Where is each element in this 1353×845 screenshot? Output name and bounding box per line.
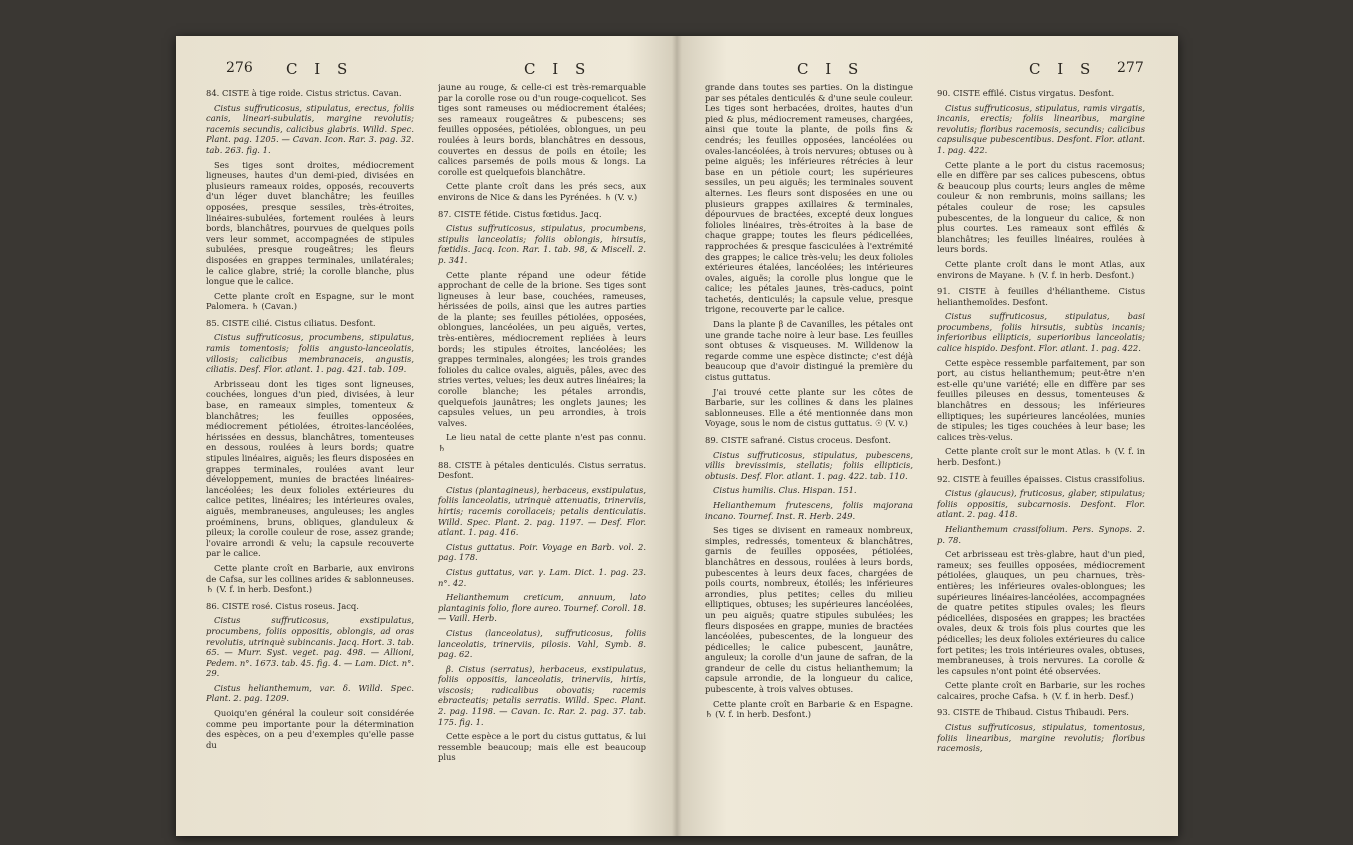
book-spread: [176, 36, 1178, 836]
paragraph: jaune au rouge, & celle-ci est très-remarquable par la corolle rose ou d'un rouge-coquelicot. Ses tiges sont rameuses ou médiocrement étalées; ses rameaux rougeâtres & pubescens; ses feuilles opposées, pétiolées, oblongues, un peu roulées à leurs bords, blanchâtres en dessous, couvertes en dessus de poils en étoile; les calices parsemés de poils mous & longs. La corolle est quelquefois blanchâtre.: [438, 82, 646, 177]
running-head: C I S: [1029, 60, 1097, 78]
paragraph: grande dans toutes ses parties. On la distingue par ses pétales denticulés & d'une seule couleur. Les tiges sont herbacées, droites, hautes d'un pied & plus, médiocrement rameuses, chargées, ainsi que toute la plante, de poils fins & cendrés; les feuilles opposées, lancéolées ou ovales-lancéolées, à trois nervures; obtuses ou à peine aiguës; les inférieures rétrécies à leur base en un pétiole court; les supérieures sessiles, un peu aiguës; les terminales souvent alternes. Les fleurs sont disposées en une ou plusieurs grappes axillaires & terminales, dépourvues de bractées, excepté deux longues folioles linéaires, très-étroites à la base de chaque grappe; toutes les fleurs pédicellées, rapprochées & presque fasciculées à l'extrémité des grappes; le calice très-velu; les deux folioles extérieures étalées, lancéolées; les intérieures ovales, aiguës; la corolle plus longue que le calice; les pétales jaunes, très-caducs, point tachetés, denticulés; la capsule velue, presque trigone, recouverte par le calice.: [705, 82, 913, 315]
latin-diagnosis: Cistus suffruticosus, procumbens, stipulatus, ramis tomentosis; foliis angusto-lanceolatis, villosis; calicibus membranaceis, angustis, ciliatis. Desf. Flor. atlant. 1. pag. 421. tab. 109.: [206, 332, 414, 375]
latin-diagnosis: Cistus (glaucus), fruticosus, glaber, stipulatus; foliis oppositis, subcarnosis. Desfont. Flor. atlant. 2. pag. 418.: [937, 488, 1145, 520]
latin-diagnosis: Helianthemum crassifolium. Pers. Synops. 2. p. 78.: [937, 523, 1145, 545]
paragraph: Cette plante croît en Espagne, sur le mont Palomera. ♄ (Cavan.): [206, 290, 414, 312]
page-number: 277: [1117, 60, 1144, 76]
right-page: [677, 36, 1178, 836]
paragraph: Cette plante croît sur le mont Atlas. ♄ (V. f. in herb. Desfont.): [937, 446, 1145, 467]
latin-diagnosis: Helianthemum creticum, annuum, lato plantaginis folio, flore aureo. Tournef. Coroll. 18. — Vaill. Herb.: [438, 592, 646, 624]
entry-heading: 89. CISTE safrané. Cistus croceus. Desfont.: [705, 435, 891, 445]
latin-diagnosis: Cistus (lanceolatus), suffruticosus, foliis lanceolatis, trinerviis, pilosis. Vahl, Symb. 8. pag. 62.: [438, 627, 646, 660]
text-column: [438, 82, 646, 834]
entry-heading: 91. CISTE à feuilles d'héliantheme. Cistus helianthemoïdes. Desfont.: [937, 286, 1145, 307]
paragraph: Ses tiges sont droites, médiocrement ligneuses, hautes d'un demi-pied, divisées en plusieurs rameaux roides, opposés, recouverts d'un léger duvet blanchâtre; les feuilles opposées, presque sessiles, très-étroites, linéaires-subulées, fortement roulées à leurs bords, blanchâtres, pourvues de quelques poils vers leur sommet, accompagnées de stipules subulées, presque rougeâtres; les fleurs disposées en grappes terminales, unilatérales; le calice glabre, strié; la corolle blanche, plus longue que le calice.: [206, 159, 414, 287]
latin-diagnosis: Cistus guttatus, var. γ. Lam. Dict. 1. pag. 23. n°. 42.: [438, 566, 646, 588]
latin-diagnosis: Cistus suffruticosus, stipulatus, basi procumbens, foliis hirsutis, subtùs incanis; inferioribus ellipticis, superioribus lanceolatis; calice hispido. Desfont. Flor. atlant. 1. pag. 422.: [937, 311, 1145, 354]
left-page: [176, 36, 677, 836]
paragraph: Quoiqu'en général la couleur soit considérée comme peu importante pour la détermination des espèces, on a peu d'exemples qu'elle passe du: [206, 708, 414, 750]
latin-diagnosis: Cistus suffruticosus, stipulatus, procumbens, stipulis lanceolatis; foliis oblongis, hirsutis, fœtidis. Jacq. Icon. Rar. 1. tab. 98, & Miscell. 2. p. 341.: [438, 223, 646, 265]
paragraph: Le lieu natal de cette plante n'est pas connu. ♄: [438, 432, 646, 453]
latin-diagnosis: Cistus humilis. Clus. Hispan. 151.: [713, 485, 857, 496]
text-column: [206, 82, 414, 834]
paragraph: Cette plante croît dans les prés secs, aux environs de Nice & dans les Pyrénées. ♄ (V. v.): [438, 181, 646, 202]
text-column: [705, 82, 913, 834]
paragraph: Cette plante croît en Barbarie & en Espagne. ♄ (V. f. in herb. Desfont.): [705, 698, 913, 720]
paragraph: Cette espèce a le port du cistus guttatus, & lui ressemble beaucoup; mais elle est beaucoup plus: [438, 731, 646, 763]
latin-diagnosis: β. Cistus (serratus), herbaceus, exstipulatus, foliis oppositis, lanceolatis, trinerviis, hirtis, viscosis; radicalibus obovatis; racemis ebracteatis; petalis serratis. Willd. Spec. Plant. 2. pag. 1198. — Cavan. Ic. Rar. 2. pag. 37. tab. 175. fig. 1.: [438, 663, 646, 727]
paragraph: Cet arbrisseau est très-glabre, haut d'un pied, rameux; ses feuilles opposées, médiocrement pétiolées, glauques, un peu charnues, très-entières; les inférieures ovales-oblongues; les supérieures linéaires-lancéolées, accompagnées de quatre petites stipules ovales; les fleurs pédicellées, disposées en grappes; les bractées ovales, deux & trois fois plus courtes que les pédicelles; les deux folioles extérieures du calice fort petites; les trois intérieures ovales, obtuses, membraneuses, à trois nervures. La corolle & les capsules n'ont point été observées.: [937, 549, 1145, 676]
entry-heading: 84. CISTE à tige roide. Cistus strictus. Cavan.: [206, 88, 402, 98]
paragraph: Cette plante a le port du cistus racemosus; elle en diffère par ses calices pubescens, obtus & beaucoup plus courts; leurs angles de même couleur & non rembrunis, moins saillans; les pétales couleur de rose; les capsules pubescentes, de la longueur du calice, & non plus courtes. Les rameaux sont effilés & blanchâtres; les feuilles linéaires, roulées à leurs bords.: [937, 159, 1145, 255]
latin-diagnosis: Helianthemum frutescens, foliis majorana incano. Tournef. Inst. R. Herb. 249.: [705, 499, 913, 521]
text-column: [937, 82, 1145, 834]
entry-heading: 90. CISTE effilé. Cistus virgatus. Desfont.: [937, 88, 1115, 98]
paragraph: Cette plante croît dans le mont Atlas, aux environs de Mayane. ♄ (V. f. in herb. Desfont.): [937, 258, 1145, 280]
entry-heading: 88. CISTE à pétales denticulés. Cistus serratus. Desfont.: [438, 459, 646, 481]
paragraph: Cette plante croît en Barbarie, aux environs de Cafsa, sur les collines arides & sablonneuses. ♄ (V. f. in herb. Desfont.): [206, 562, 414, 595]
running-head: C I S: [286, 60, 354, 78]
running-head: C I S: [797, 60, 865, 78]
paragraph: Ses tiges se divisent en rameaux nombreux, simples, redressés, tomenteux & blanchâtres, garnis de feuilles opposées, pétiolées, blanchâtres en dessous, roulées à leurs bords, pubescentes à leurs deux faces, chargées de poils courts, nombreux, étoilés; les inférieures arrondies, plus petites; celles du milieu elliptiques, obtuses; les supérieures lancéolées, un peu aiguës; quatre stipules subulées; les fleurs disposées en grappe, munies de bractées lancéolées, pubescentes, de la longueur des pédicelles; le calice pubescent, jaunâtre, anguleux; la corolle d'un jaune de safran, de la grandeur de celle du cistus helianthemum; la capsule arrondie, de la longueur du calice, pubescente, à trois valves obtuses.: [705, 525, 913, 695]
paragraph: Cette espèce ressemble parfaitement, par son port, au cistus helianthemum; peut-être n'en est-elle qu'une variété; elle en diffère par ses feuilles pileuses en dessus, tomenteuses & blanchâtres en dessous; les inférieures elliptiques; les supérieures lancéolées, munies de stipules; les tiges couchées à leur base; les calices très-velus.: [937, 357, 1145, 442]
entry-heading: 85. CISTE cilié. Cistus ciliatus. Desfont.: [206, 317, 376, 328]
entry-heading: 92. CISTE à feuilles épaisses. Cistus crassifolius.: [937, 473, 1145, 484]
entry-heading: 86. CISTE rosé. Cistus roseus. Jacq.: [206, 600, 359, 611]
latin-diagnosis: Cistus suffruticosus, stipulatus, tomentosus, foliis linearibus, margine revolutis; floribus racemosis,: [937, 722, 1145, 754]
page-number: 276: [226, 60, 253, 76]
paragraph: Arbrisseau dont les tiges sont ligneuses, couchées, longues d'un pied, divisées, à leur base, en rameaux simples, tomenteux & blanchâtres; les feuilles opposées, médiocrement pétiolées, étroites-lancéolées, hérissées en dessus, blanchâtres, tomenteuses en dessous, roulées à leurs bords; quatre stipules linéaires, aiguës; les fleurs disposées en grappes terminales, roulées avant leur développement, munies de bractées linéaires-lancéolées; les deux folioles extérieures du calice petites, linéaires; les intérieures ovales, aiguës, membraneuses, anguleuses; les angles proéminens, bruns, obliques, glanduleux & pileux; la corolle couleur de rose, assez grande; l'ovaire arrondi & velu; la capsule recouverte par le calice.: [206, 378, 414, 559]
entry-heading: 93. CISTE de Thibaud. Cistus Thibaudi. Pers.: [937, 707, 1129, 718]
paragraph: J'ai trouvé cette plante sur les côtes de Barbarie, sur les collines & dans les plaines sablonneuses. Elle a été mentionnée dans mon Voyage, sous le nom de cistus guttatus. ☉ (V. v.): [705, 386, 913, 429]
latin-diagnosis: Cistus suffruticosus, stipulatus, erectus, foliis canis, lineari-subulatis, margine revolutis; racemis secundis, calicibus glabris. Willd. Spec. Plant. pag. 1205. — Cavan. Icon. Rar. 3. pag. 32. tab. 263. fig. 1.: [206, 102, 414, 155]
latin-diagnosis: Cistus guttatus. Poir. Voyage en Barb. vol. 2. pag. 178.: [438, 541, 646, 563]
paragraph: Cette plante croît en Barbarie, sur les roches calcaires, proche Cafsa. ♄ (V. f. in herb. Desf.): [937, 680, 1145, 701]
paragraph: Dans la plante β de Cavanilles, les pétales ont une grande tache noire à leur base. Les feuilles sont obtuses & visqueuses. M. Willdenow la regarde comme une espèce distincte; c'est déjà beaucoup que d'avoir distingué la première du cistus guttatus.: [705, 319, 913, 383]
latin-diagnosis: Cistus suffruticosus, stipulatus, pubescens, villis brevissimis, stellatis; foliis ellipticis, obtusis. Desf. Flor. atlant. 1. pag. 422. tab. 110.: [705, 449, 913, 481]
latin-diagnosis: Cistus (plantagineus), herbaceus, exstipulatus, foliis lanceolatis, utrinquè attenuatis, trinerviis, hirtis; racemis corollaceis; petalis denticulatis. Willd. Spec. Plant. 2. pag. 1197. — Desf. Flor. atlant. 1. pag. 416.: [438, 484, 646, 538]
paragraph: Cette plante répand une odeur fétide approchant de celle de la brione. Ses tiges sont ligneuses à leur base, couchées, rameuses, hérissées de poils, ainsi que les autres parties de la plante; ses feuilles pétiolées, opposées, oblongues, lancéolées, un peu aiguës, vertes, très-entières, médiocrement repliées à leurs bords; les stipules étroites, lancéolées; les grappes terminales, alongées; les trois grandes folioles du calice ovales, aiguës, pâles, avec des stries vertes, velues; les deux autres linéaires; la corolle blanche; les pétales arrondis, quelquefois jaunâtres; les onglets jaunes; les capsules velues, un peu arrondies, à trois valves.: [438, 269, 646, 428]
entry-heading: 87. CISTE fétide. Cistus fœtidus. Jacq.: [438, 208, 602, 219]
latin-diagnosis: Cistus suffruticosus, stipulatus, ramis virgatis, incanis, erectis; foliis linearibus, margine revolutis; floribus racemosis, secundis; calicibus capsulisque pubescentibus. Desfont. Flor. atlant. 1. pag. 422.: [937, 102, 1145, 155]
running-head: C I S: [524, 60, 592, 78]
latin-diagnosis: Cistus suffruticosus, exstipulatus, procumbens, foliis oppositis, oblongis, ad oras revolutis, utrinquè subincanis. Jacq. Hort. 3. tab. 65. — Murr. Syst. veget. pag. 498. — Allioni, Pedem. n°. 1673. tab. 45. fig. 4. — Lam. Dict. n°. 29.: [206, 615, 414, 679]
latin-diagnosis: Cistus helianthemum, var. δ. Willd. Spec. Plant. 2. pag. 1209.: [206, 682, 414, 704]
